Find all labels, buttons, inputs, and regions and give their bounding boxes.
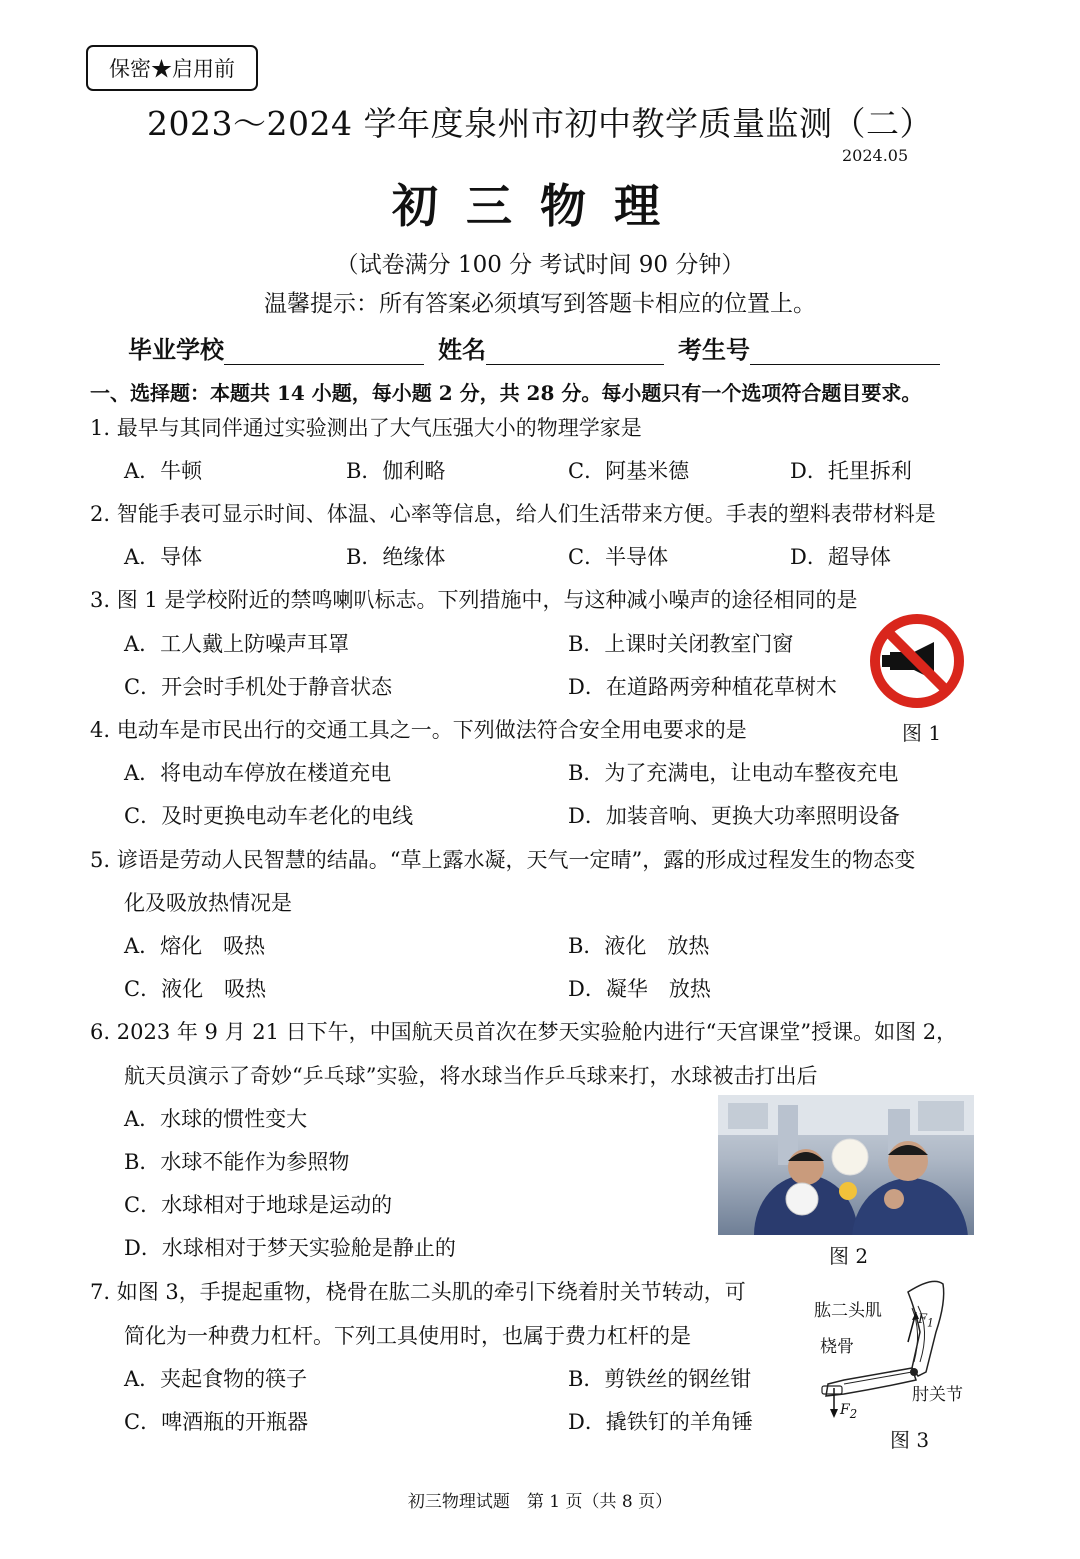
student-id-label: 考生号 (678, 335, 750, 364)
force-f2-label: $F_2$ (840, 1402, 858, 1421)
exam-info: （试卷满分 100 分 考试时间 90 分钟） (335, 252, 745, 278)
q7-option-a: A．夹起食物的筷子 (124, 1367, 308, 1391)
question-6-line-2: 航天员演示了奇妙“乒乓球”实验，将水球当作乒乓球来打，水球被击打出后 (124, 1064, 818, 1088)
figure-2-label: 图 2 (829, 1244, 869, 1268)
biceps-label: 肱二头肌 (814, 1301, 882, 1321)
q6-option-d: D．水球相对于梦天实验舱是静止的 (124, 1236, 456, 1260)
question-6: 6. 2023 年 9 月 21 日下午，中国航天员首次在梦天实验舱内进行“天宫课堂”授课。如图 2， (90, 1020, 958, 1044)
student-info-fields (128, 330, 954, 365)
q1-option-a: A．牛顿 (124, 459, 203, 483)
section-heading: 一、选择题：本题共 14 小题，每小题 2 分，共 28 分。每小题只有一个选项符合题目要求。 (90, 381, 922, 405)
name-label: 姓名 (438, 335, 486, 364)
school-blank (224, 338, 424, 365)
q1-option-c: C．阿基米德 (568, 459, 690, 483)
confidential-badge: 保密★启用前 (86, 45, 258, 91)
exam-title: 2023～2024 学年度泉州市初中教学质量监测（二） (147, 104, 933, 143)
q2-option-c: C．半导体 (568, 545, 669, 569)
question-5-line-2: 化及吸放热情况是 (124, 891, 292, 915)
q2-option-d: D．超导体 (790, 545, 891, 569)
question-7-line-2: 简化为一种费力杠杆。下列工具使用时，也属于费力杠杆的是 (124, 1324, 691, 1348)
q5-option-d: D．凝华 放热 (568, 977, 711, 1001)
q4-option-d: D．加装音响、更换大功率照明设备 (568, 804, 900, 828)
question-7: 7. 如图 3，手提起重物，桡骨在肱二头肌的牵引下绕着肘关节转动，可 (90, 1280, 746, 1304)
q4-option-b: B．为了充满电，让电动车整夜充电 (568, 761, 899, 785)
no-horn-sign-icon (868, 612, 966, 710)
question-1: 1. 最早与其同伴通过实验测出了大气压强大小的物理学家是 (90, 416, 642, 440)
q1-option-d: D．托里拆利 (790, 459, 912, 483)
q7-option-d: D．撬铁钉的羊角锤 (568, 1410, 753, 1434)
force-f1-label: $F_1$ (918, 1312, 934, 1330)
q3-option-b: B．上课时关闭教室门窗 (568, 632, 794, 656)
radius-label: 桡骨 (820, 1337, 854, 1357)
figure-1-label: 图 1 (902, 721, 942, 745)
q6-option-b: B．水球不能作为参照物 (124, 1150, 350, 1174)
question-3: 3. 图 1 是学校附近的禁鸣喇叭标志。下列措施中，与这种减小噪声的途径相同的是 (90, 588, 858, 612)
student-id-blank (750, 338, 940, 365)
q1-option-b: B．伽利略 (346, 459, 446, 483)
q7-option-c: C．啤酒瓶的开瓶器 (124, 1410, 309, 1434)
subject-title: 初三物理 (392, 179, 688, 233)
astronaut-photo-illustration (718, 1095, 974, 1235)
q4-option-c: C．及时更换电动车老化的电线 (124, 804, 414, 828)
page-footer: 初三物理试题 第 1 页（共 8 页） (407, 1492, 673, 1512)
q6-option-a: A．水球的惯性变大 (124, 1107, 308, 1131)
exam-date: 2024.05 (842, 146, 909, 165)
question-5: 5. 谚语是劳动人民智慧的结晶。“草上露水凝，天气一定晴”，露的形成过程发生的物态变 (90, 848, 916, 872)
q3-option-a: A．工人戴上防噪声耳罩 (124, 632, 350, 656)
reminder: 温馨提示：所有答案必须填写到答题卡相应的位置上。 (264, 291, 816, 317)
astronaut-photo (718, 1095, 974, 1235)
question-4: 4. 电动车是市民出行的交通工具之一。下列做法符合安全用电要求的是 (90, 718, 747, 742)
q4-option-a: A．将电动车停放在楼道充电 (124, 761, 392, 785)
q5-option-c: C．液化 吸热 (124, 977, 267, 1001)
question-2: 2. 智能手表可显示时间、体温、心率等信息，给人们生活带来方便。手表的塑料表带材料是 (90, 502, 936, 526)
q7-option-b: B．剪铁丝的钢丝钳 (568, 1367, 752, 1391)
q2-option-b: B．绝缘体 (346, 545, 446, 569)
name-blank (486, 338, 664, 365)
elbow-label: 肘关节 (912, 1385, 963, 1405)
school-label: 毕业学校 (128, 335, 224, 364)
q6-option-c: C．水球相对于地球是运动的 (124, 1193, 393, 1217)
q3-option-d: D．在道路两旁种植花草树木 (568, 675, 837, 699)
q3-option-c: C．开会时手机处于静音状态 (124, 675, 393, 699)
q5-option-a: A．熔化 吸热 (124, 934, 266, 958)
q5-option-b: B．液化 放热 (568, 934, 710, 958)
figure-3-label: 图 3 (890, 1428, 930, 1452)
q2-option-a: A．导体 (124, 545, 203, 569)
